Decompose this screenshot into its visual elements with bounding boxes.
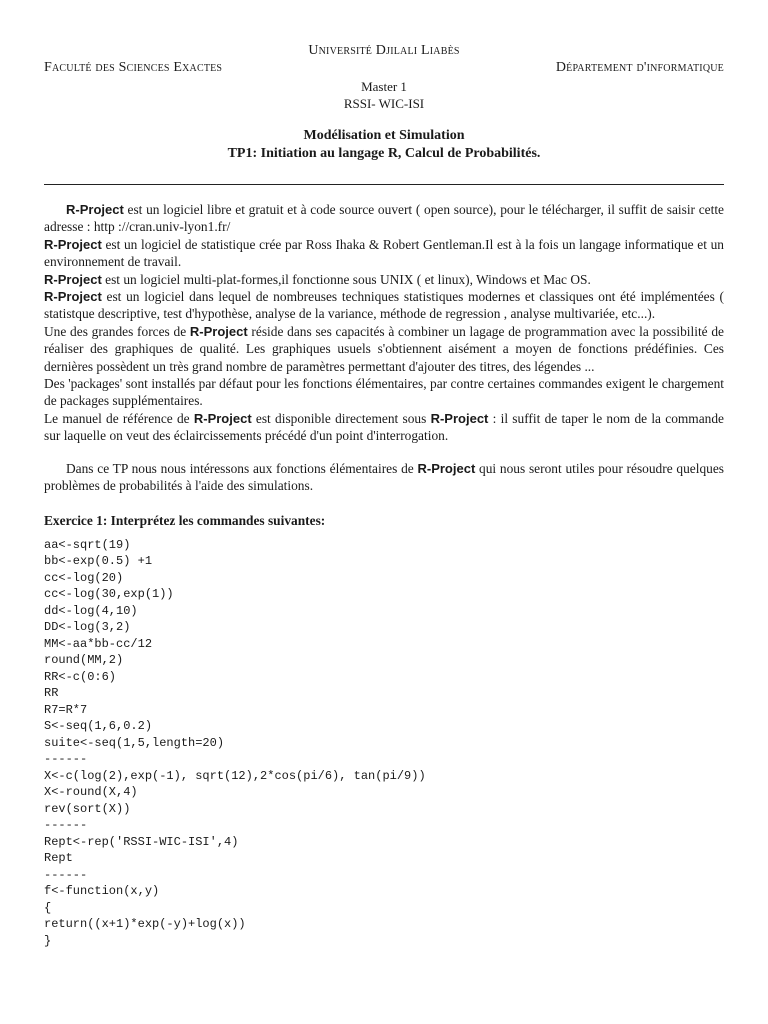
paragraph-8-text-b: qui nous seront utiles pour résoudre quelques problèmes de probabilités à l'aide des simulations. <box>44 460 725 494</box>
term-r-project: R-Project <box>430 410 489 426</box>
term-r-project: R-Project <box>44 271 102 287</box>
term-r-project: R-Project <box>193 410 252 426</box>
title-divider <box>44 184 724 185</box>
paragraph-3 <box>44 271 724 288</box>
paragraph-1-text: est un logiciel libre et gratuit et à code source ouvert ( open source), pour le télécharger, il suffit de saisir cette adresse : http ://cran.univ-lyon1.fr/ <box>44 202 724 235</box>
paragraph-7-text-b: est disponible directement sous <box>251 410 431 426</box>
paragraph-7 <box>44 410 724 445</box>
paragraph-8-text-a: Dans ce TP nous nous intéressons aux fonctions élémentaires de <box>66 460 418 476</box>
paragraph-4-text: est un logiciel dans lequel de nombreuses techniques statistiques modernes et classiques ont été implémentées ( statistque descriptive, test d'hypothèse, analyse de la variance, méthode de regression , analyse multivariée, etc...). <box>44 289 724 322</box>
department-name: Département d'informatique <box>555 60 724 75</box>
paragraph-2-text: est un logiciel de statistique crée par Ross Ihaka & Robert Gentleman.Il est à la fois un langage informatique et un environnement de travail. <box>44 236 724 270</box>
term-r-project: R-Project <box>44 289 102 305</box>
term-r-project: R-Project <box>417 460 476 476</box>
paragraph-7-text-a: Le manuel de référence de <box>44 410 194 426</box>
paragraph-7-text-c: : il suffit de taper le nom de la commande sur laquelle on veut des éclaircissements précédé d'un point d'interrogation. <box>44 410 724 444</box>
paragraph-5-text-a: Une des grandes forces de <box>44 323 190 339</box>
paragraph-4 <box>44 288 724 323</box>
term-r-project: R-Project <box>66 202 124 217</box>
paragraph-8 <box>44 460 724 495</box>
paragraph-5 <box>44 323 724 375</box>
header-row <box>44 59 724 76</box>
paragraph-6-text: Des 'packages' sont installés par défaut pour les fonctions élémentaires, par contre certaines commandes exigent le chargement de packages supplémentaires. <box>44 376 724 409</box>
paragraph-5-text-b: réside dans ses capacités à combiner un lagage de programmation avec la possibilité de réaliser des graphiques de qualité. Les graphiques usuels s'obtiennent aisément a moyen de fonctions prédéfinies. Ces dernières possèdent un très grand nombre de paramètres permettant d'ajouter des titres, des légendes ... <box>44 323 725 374</box>
intro-section <box>44 201 724 445</box>
term-r-project: R-Project <box>44 236 102 252</box>
tp-title: TP1: Initiation au langage R, Calcul de Probabilités. <box>227 146 541 161</box>
level-label: Master 1 <box>361 79 407 94</box>
paragraph-1 <box>44 201 724 236</box>
exercise-title-text: Exercice 1: Interprétez les commandes suivantes: <box>44 512 326 528</box>
paragraph-2 <box>44 236 724 271</box>
document-page <box>44 42 724 949</box>
term-r-project: R-Project <box>189 323 248 339</box>
course-title: Modélisation et Simulation <box>303 128 465 143</box>
paragraph-6 <box>44 375 724 410</box>
code-block: aa<-sqrt(19) bb<-exp(0.5) +1 cc<-log(20) cc<-log(30,exp(1)) dd<-log(4,10) DD<-log(3,2) MM<-aa*bb-cc/12 round(MM,2) RR<-c(0:6) RR R7=R*7 S<-seq(1,6,0.2) suite<-seq(1,5,length=20) ------ X<-c(log(2),exp(-1), sqrt(12),2*cos(pi/6), tan(pi/9)) X<-round(X,4) rev(sort(X)) ------ Rept<-rep('RSSI-WIC-ISI',4) Rept ------ f<-function(x,y) { return((x+1)*exp(-y)+log(x)) } <box>44 537 426 948</box>
program-label: RSSI- WIC-ISI <box>343 96 425 111</box>
faculty-name: Faculté des Sciences Exactes <box>44 60 223 75</box>
university-name: Université Djilali Liabès <box>308 43 460 58</box>
exercise-title <box>44 512 724 529</box>
paragraph-3-text: est un logiciel multi-plat-formes,il fonctionne sous UNIX ( et linux), Windows et Mac OS. <box>101 271 591 287</box>
